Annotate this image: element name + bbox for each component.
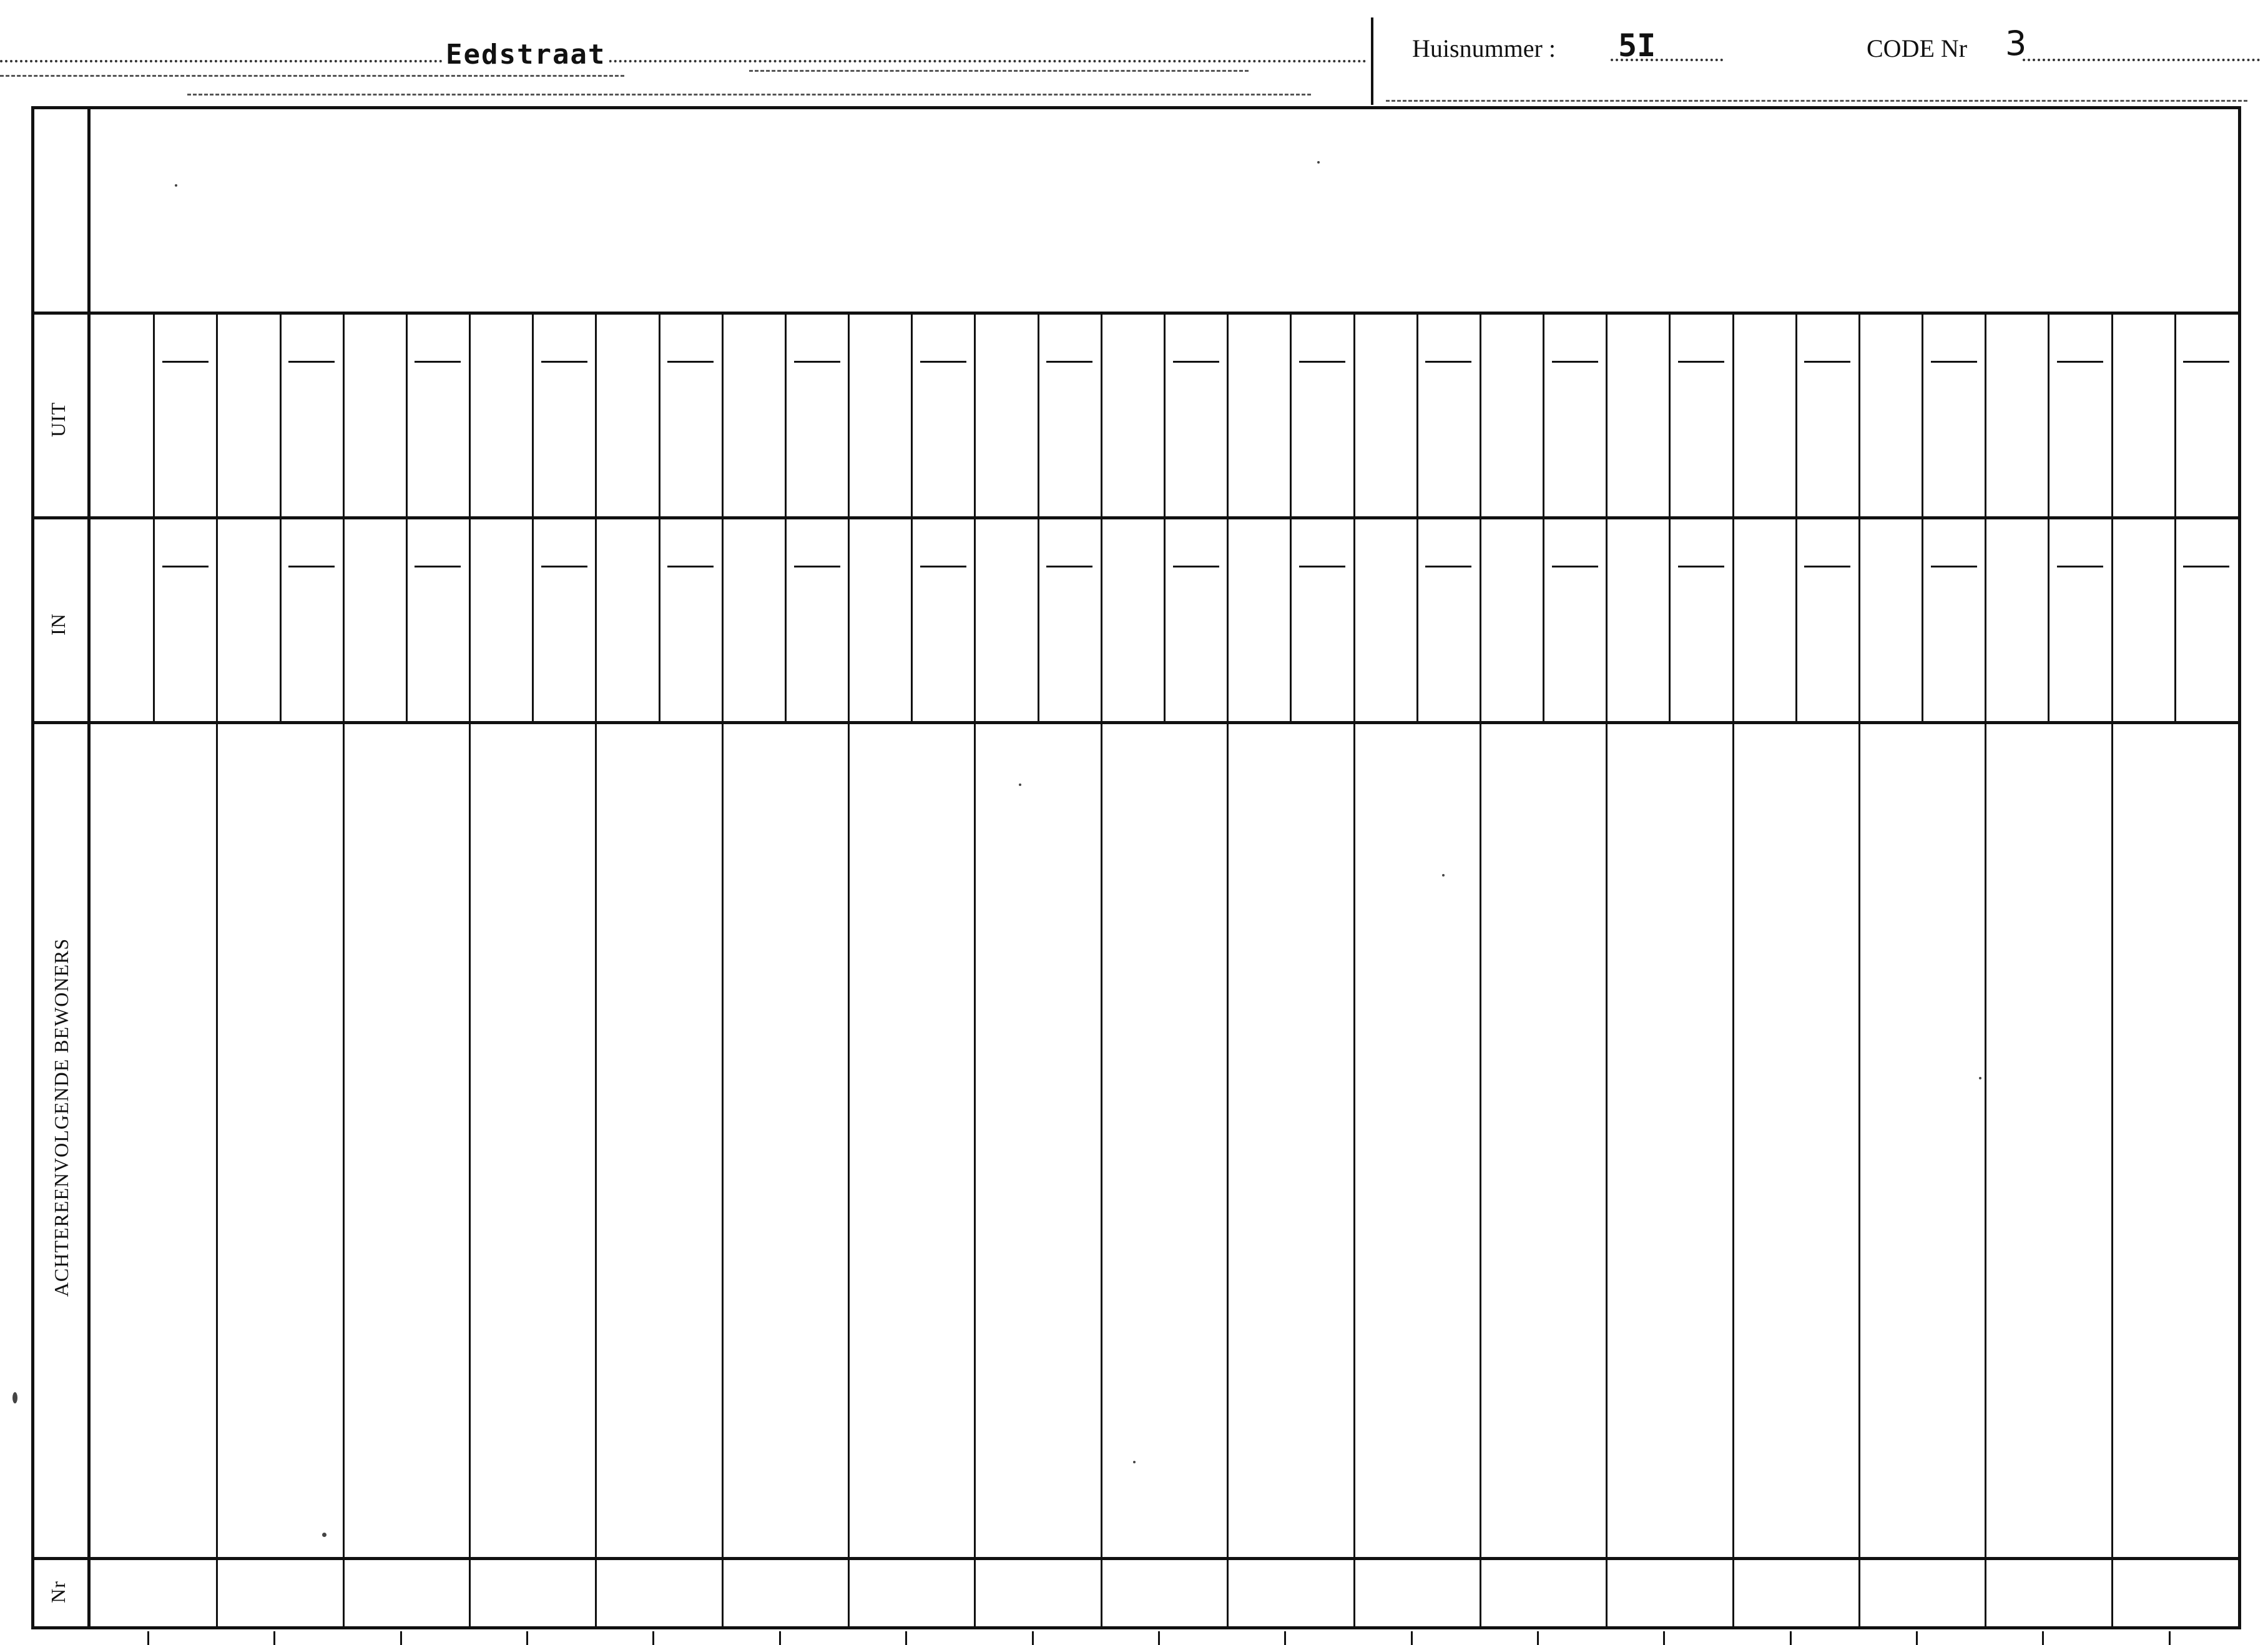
out-dash-mark (288, 361, 335, 363)
in-dash-mark (1804, 566, 1850, 567)
in-dash-mark (2183, 566, 2229, 567)
in-dash-mark (1425, 566, 1471, 567)
in-dash-mark (1678, 566, 1724, 567)
bottom-tick (652, 1631, 654, 1645)
out-dash-mark (1552, 361, 1598, 363)
out-dash-mark (1804, 361, 1850, 363)
street-dotted-line (0, 60, 1367, 62)
bottom-tick (1916, 1631, 1918, 1645)
out-dash-mark (541, 361, 587, 363)
column-subdivider (2174, 315, 2176, 721)
in-dash-mark (1552, 566, 1598, 567)
out-dash-mark (1931, 361, 1977, 363)
column-subdivider (280, 315, 282, 721)
code-dotted-line (2023, 59, 2260, 61)
out-dash-mark (1299, 361, 1345, 363)
bottom-tick (1537, 1631, 1539, 1645)
column-subdivider (153, 315, 155, 721)
scan-speck (12, 1392, 17, 1403)
label-column-divider (87, 106, 91, 1629)
in-dash-mark (1931, 566, 1977, 567)
column-divider (974, 315, 976, 1628)
in-dash-mark (920, 566, 966, 567)
row-label-out: UIT (47, 401, 69, 438)
code-number-value: 3 (2005, 24, 2027, 63)
column-divider (1480, 315, 1481, 1628)
out-dash-mark (162, 361, 209, 363)
header-scratch-line (0, 75, 624, 77)
row-label-in: IN (47, 613, 69, 636)
bottom-tick (400, 1631, 402, 1645)
row-label-nr: Nr (47, 1581, 69, 1603)
out-dash-mark (1425, 361, 1471, 363)
in-dash-mark (667, 566, 714, 567)
column-divider (1858, 315, 1860, 1628)
bottom-tick (273, 1631, 275, 1645)
column-divider (595, 315, 597, 1628)
in-dash-mark (1299, 566, 1345, 567)
street-name-value: Eedstraat (442, 39, 609, 71)
column-subdivider (1290, 315, 1292, 721)
residents-form-grid (31, 106, 2241, 1629)
column-divider (469, 315, 471, 1628)
house-number-dotted-line (1611, 59, 1723, 61)
column-divider (722, 315, 724, 1628)
column-divider (1227, 315, 1229, 1628)
scan-speck (1442, 874, 1445, 877)
code-number-label: CODE Nr (1867, 34, 1968, 62)
row-divider-in (31, 721, 2241, 724)
bottom-tick (1284, 1631, 1286, 1645)
bottom-tick (1411, 1631, 1413, 1645)
in-dash-mark (541, 566, 587, 567)
bottom-tick (1158, 1631, 1160, 1645)
scan-speck (175, 184, 177, 187)
row-divider-top-blank (31, 312, 2241, 315)
column-divider (1101, 315, 1102, 1628)
column-subdivider (1164, 315, 1166, 721)
in-dash-mark (1046, 566, 1092, 567)
out-dash-mark (667, 361, 714, 363)
column-subdivider (1795, 315, 1797, 721)
out-dash-mark (1678, 361, 1724, 363)
column-subdivider (1038, 315, 1039, 721)
bottom-tick (1032, 1631, 1034, 1645)
column-subdivider (2048, 315, 2050, 721)
column-subdivider (532, 315, 534, 721)
column-divider (1732, 315, 1734, 1628)
scan-speck (1133, 1461, 1136, 1463)
row-divider-residents (31, 1557, 2241, 1560)
column-divider (343, 315, 345, 1628)
column-subdivider (659, 315, 660, 721)
out-dash-mark (2057, 361, 2103, 363)
column-subdivider (1416, 315, 1418, 721)
header-scratch-line (187, 94, 1311, 96)
bottom-tick (905, 1631, 907, 1645)
column-subdivider (1543, 315, 1544, 721)
scan-speck (1019, 783, 1021, 786)
house-number-label: Huisnummer : (1412, 34, 1556, 62)
header-divider (1371, 17, 1373, 105)
bottom-tick (2042, 1631, 2044, 1645)
in-dash-mark (2057, 566, 2103, 567)
column-subdivider (1669, 315, 1671, 721)
scan-speck (322, 1533, 326, 1537)
in-dash-mark (794, 566, 840, 567)
bottom-tick (526, 1631, 528, 1645)
out-dash-mark (1173, 361, 1219, 363)
in-dash-mark (415, 566, 461, 567)
bottom-tick (779, 1631, 781, 1645)
out-dash-mark (1046, 361, 1092, 363)
column-divider (1985, 315, 1986, 1628)
header-scratch-line (749, 70, 1249, 72)
bottom-tick (1790, 1631, 1792, 1645)
bottom-tick (147, 1631, 149, 1645)
out-dash-mark (920, 361, 966, 363)
in-dash-mark (162, 566, 209, 567)
column-subdivider (406, 315, 408, 721)
column-divider (848, 315, 850, 1628)
bottom-tick (1663, 1631, 1665, 1645)
house-number-value: 5I (1618, 27, 1656, 64)
column-divider (2111, 315, 2113, 1628)
column-subdivider (1922, 315, 1923, 721)
out-dash-mark (2183, 361, 2229, 363)
column-subdivider (785, 315, 787, 721)
in-dash-mark (1173, 566, 1219, 567)
out-dash-mark (794, 361, 840, 363)
column-divider (216, 315, 218, 1628)
column-divider (1606, 315, 1608, 1628)
row-divider-out (31, 516, 2241, 519)
scan-speck (1317, 161, 1320, 164)
header-scratch-line (1386, 100, 2247, 102)
row-label-residents: ACHTEREENVOLGENDE BEWONERS (50, 938, 72, 1297)
form-header (0, 0, 2268, 106)
out-dash-mark (415, 361, 461, 363)
in-dash-mark (288, 566, 335, 567)
column-divider (1353, 315, 1355, 1628)
column-subdivider (911, 315, 913, 721)
bottom-tick (2169, 1631, 2171, 1645)
scan-speck (1979, 1077, 1981, 1079)
